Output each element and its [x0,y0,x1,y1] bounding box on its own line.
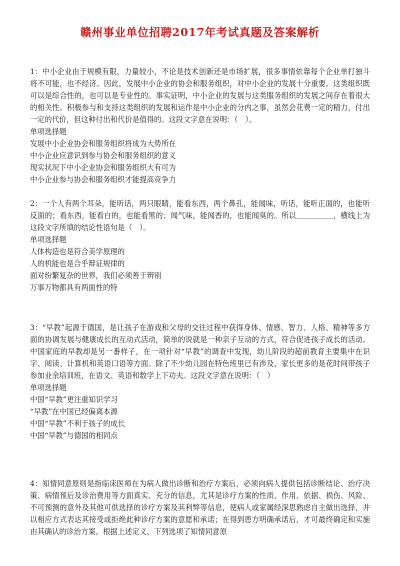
question-3-type-label: 单项选择题 [30,383,67,392]
question-3-option-b: “早教”在中国已经偏离本源 [30,407,118,416]
question-2-option-c: 面对纷繁复杂的世界，我们必须善于辨别 [30,271,162,280]
question-2-text: 2：一个人有两个耳朵，能听话，两只眼睛，能看东西，两个鼻孔，能闻味，听话，能听正面的，也能听反面的；看东西，能看白的，也能看黑的；闻气味，能闻香的，也能闻臭的。所以＿＿＿＿＿，横线上为这段文字所填的结论性语句是（ ）。 [30,199,370,232]
question-1-option-b: 中小企业应意识到参与协会和服务组织的意义 [30,151,176,160]
question-1-option-c: 现实状况下中小企业协会和服务组织大有可为 [30,163,176,172]
question-1-option-d: 中小企业参与协会和服务组织才能提高竞争力 [30,175,176,184]
question-1 [0,66,400,186]
question-3-text: 3：“早教”起源于德国，是让孩子在游戏和父母的交往过程中获得身体、情感、智力、人格、精神等多方面的协调发展与健康成长的互动式活动，简单的说就是一种亲子互动的方式，符合促进孩子成长的活动。中国家庭的早教却是另一番样子，在一项针对“早教”的调查中发现，幼儿阶段的超前教育主要集中在识字、阅读、计算机和英语口语等方面。除了不少幼儿园在特色班里已有涉及，家长更多的是花时间带孩子参加业余培训班，在语文、英语和数学上下功夫。这段文字意在说明：（ ） [30,323,370,380]
question-1-option-a: 发展中小企业协会和服务组织将成为大势所在 [30,139,176,148]
page-title: 赣州事业单位招聘2017年考试真题及答案解析 [80,26,320,39]
question-3-option-d: 中国“早教”与德国的相同点 [30,431,118,440]
question-2-option-d: 万事万物都具有两面性的特 [30,283,118,292]
question-4-text: 4：知情同意原则是指临床医师在为病人做出诊断和治疗方案后，必须向病人提供包括诊断结论、治疗决策、病情预后及诊治费用等方面真实、充分的信息，尤其是诊疗方案的性质、作用、依据、损伤、风险、不可预测的意外及其他可供选择的诊疗方案及其利弊等信息，使病人或家属经深思熟虑自主做出选择，并以相应方式表达其接受或拒绝此种诊疗方案的意愿和承诺；在得到患方明确承诺后，才可最终确定和实施由其确认的诊治方案。根据上述定义，下列选项了知情同意原 [30,479,370,536]
question-2-option-a: 人体构造也是符合美学原理的 [30,247,125,256]
question-3-option-c: 中国“早教”不利于孩子的成长 [30,419,126,428]
question-2 [0,198,400,294]
question-3-option-a: 中国“早教”更注重知识学习 [30,395,118,404]
question-4 [0,478,400,538]
question-1-type-label: 单项选择题 [30,127,67,136]
question-2-option-b: 人的机能也是合乎辩证规律的 [30,259,125,268]
question-3 [0,322,400,442]
question-2-type-label: 单项选择题 [30,235,67,244]
question-1-text: 1：中小企业由于规模有限，力量较小，不论是技术创新还是市场扩展，很多事情依靠每个企业单打独斗将不可能，也不经济。因此，发展中小企业的协会和服务组织，对中小企业的发展十分重要。这类组织既可以是综合性的，也可以是专业性的。事实证明，中小企业的发展与这类服务组织的发展之间存在着很大的相关性。积极参与和支持这类组织的发展和运作是中小企业的分内之事，虽然会花费一定的精力，付出一定的代价，但这种付出和代价是值得的。这段文字意在说明：（ ）。 [30,67,370,124]
